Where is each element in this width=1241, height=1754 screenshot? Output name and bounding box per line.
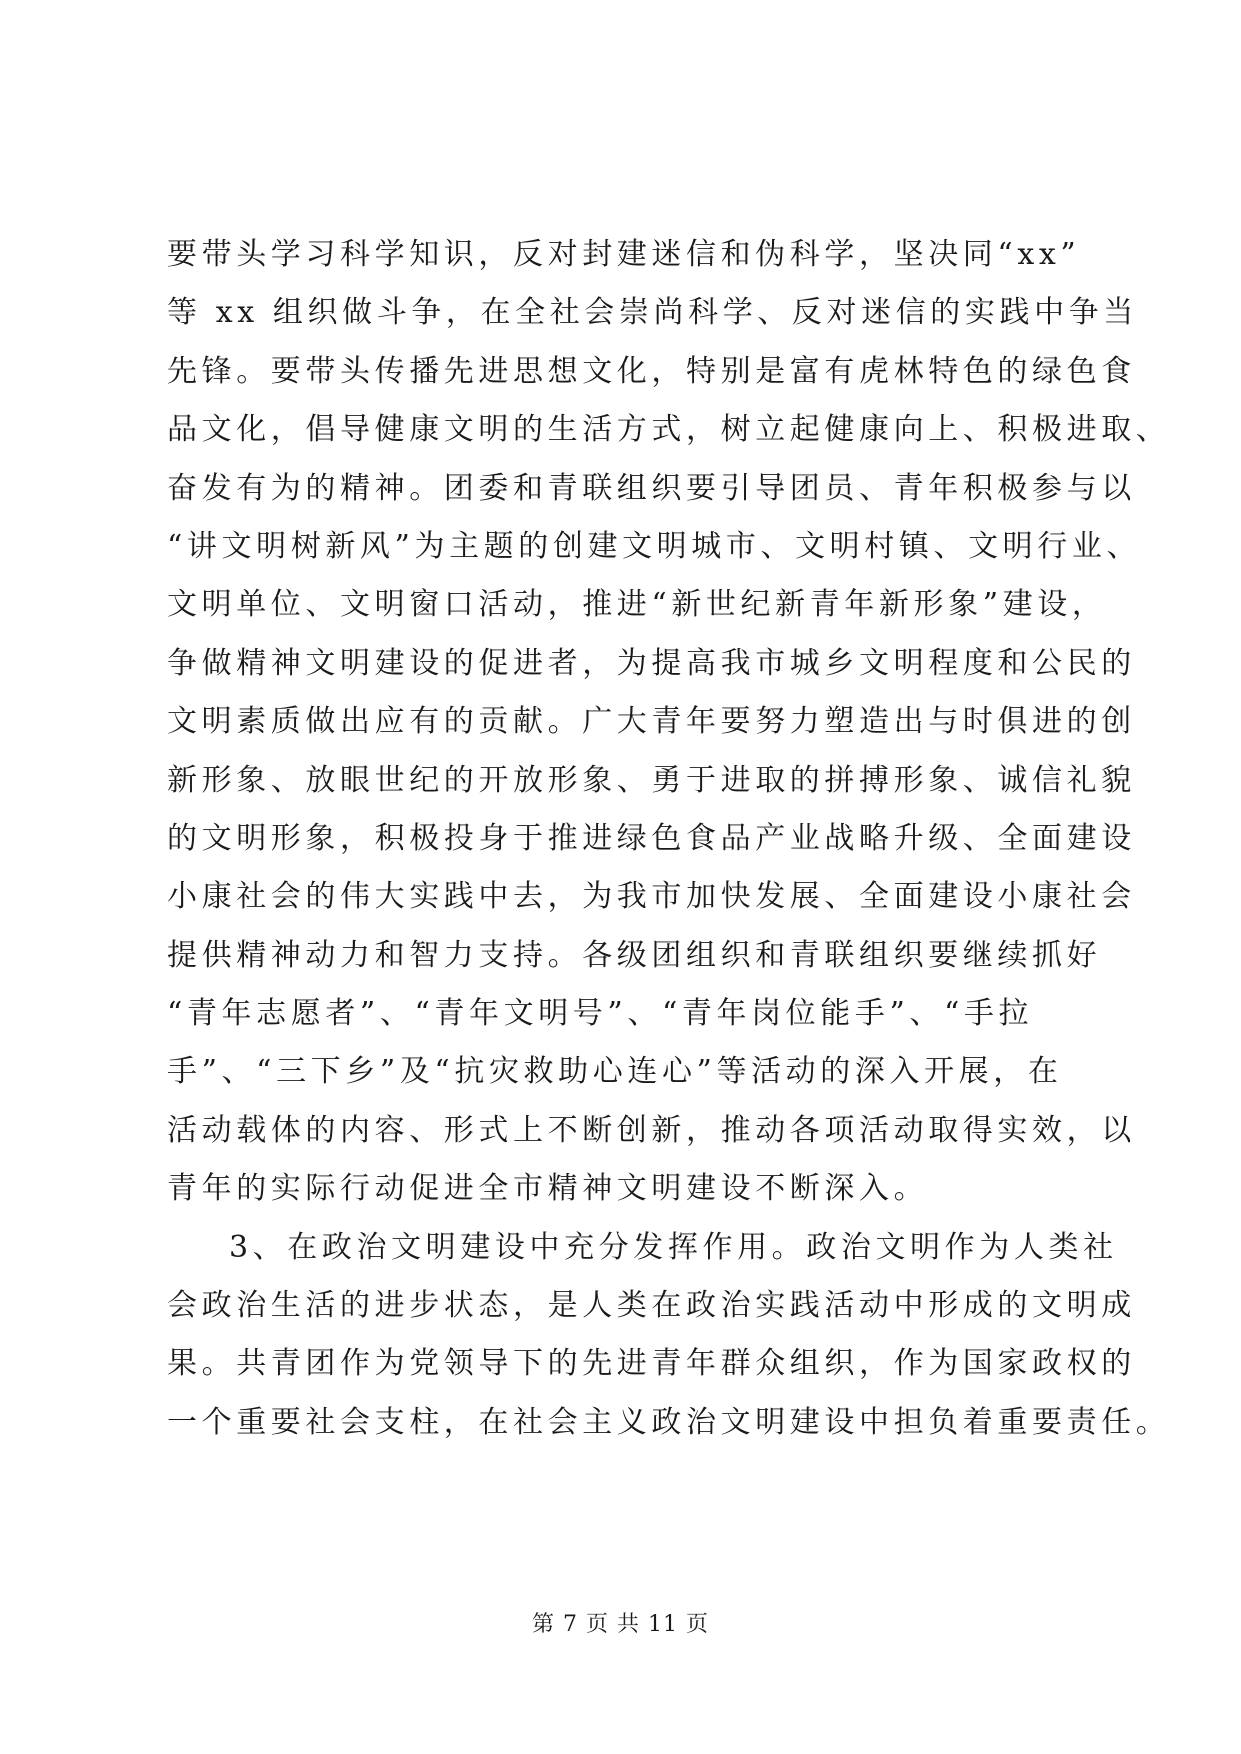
- text-line: 提供精神动力和智力支持。各级团组织和青联组织要继续抓好: [167, 937, 1102, 973]
- page-number-footer: 第 7 页 共 11 页: [532, 1612, 709, 1637]
- text-line: 的文明形象，积极投身于推进绿色食品产业战略升级、全面建设: [167, 820, 1136, 856]
- text-line: 等 xx 组织做斗争，在全社会崇尚科学、反对迷信的实践中争当: [167, 295, 1138, 331]
- text-line: 会政治生活的进步状态，是人类在政治实践活动中形成的文明成: [167, 1288, 1136, 1324]
- text-line: “青年志愿者”、“青年文明号”、“青年岗位能手”、“手拉: [167, 996, 1034, 1032]
- text-line: 先锋。要带头传播先进思想文化，特别是富有虎林特色的绿色食: [167, 353, 1136, 389]
- text-line: 一个重要社会支柱，在社会主义政治文明建设中担负着重要责任。: [167, 1404, 1171, 1440]
- text-line: 争做精神文明建设的促进者，为提高我市城乡文明程度和公民的: [167, 645, 1136, 681]
- text-line: 文明单位、文明窗口活动，推进“新世纪新青年新形象”建设，: [167, 587, 1107, 623]
- text-line: 要带头学习科学知识，反对封建迷信和伪科学，坚决同“xx”: [167, 237, 1081, 272]
- text-line: 新形象、放眼世纪的开放形象、勇于进取的拼搏形象、诚信礼貌: [167, 762, 1136, 798]
- text-line: 果。共青团作为党领导下的先进青年群众组织，作为国家政权的: [167, 1346, 1136, 1382]
- text-line: “讲文明树新风”为主题的创建文明城市、文明村镇、文明行业、: [167, 528, 1142, 564]
- text-line: 青年的实际行动促进全市精神文明建设不断深入。: [167, 1171, 929, 1207]
- text-line: 手”、“三下乡”及“抗灾救助心连心”等活动的深入开展，在: [167, 1054, 1063, 1090]
- text-line: 品文化，倡导健康文明的生活方式，树立起健康向上、积极进取、: [167, 412, 1171, 448]
- paragraph-start-line: 3、在政治文明建设中充分发挥作用。政治文明作为人类社: [229, 1229, 1118, 1265]
- text-line: 奋发有为的精神。团委和青联组织要引导团员、青年积极参与以: [167, 470, 1136, 506]
- text-line: 活动载体的内容、形式上不断创新，推动各项活动取得实效，以: [167, 1112, 1136, 1148]
- text-line: 小康社会的伟大实践中去，为我市加快发展、全面建设小康社会: [167, 879, 1136, 915]
- body-text: [167, 232, 1171, 1458]
- text-line: 文明素质做出应有的贡献。广大青年要努力塑造出与时俱进的创: [167, 704, 1136, 740]
